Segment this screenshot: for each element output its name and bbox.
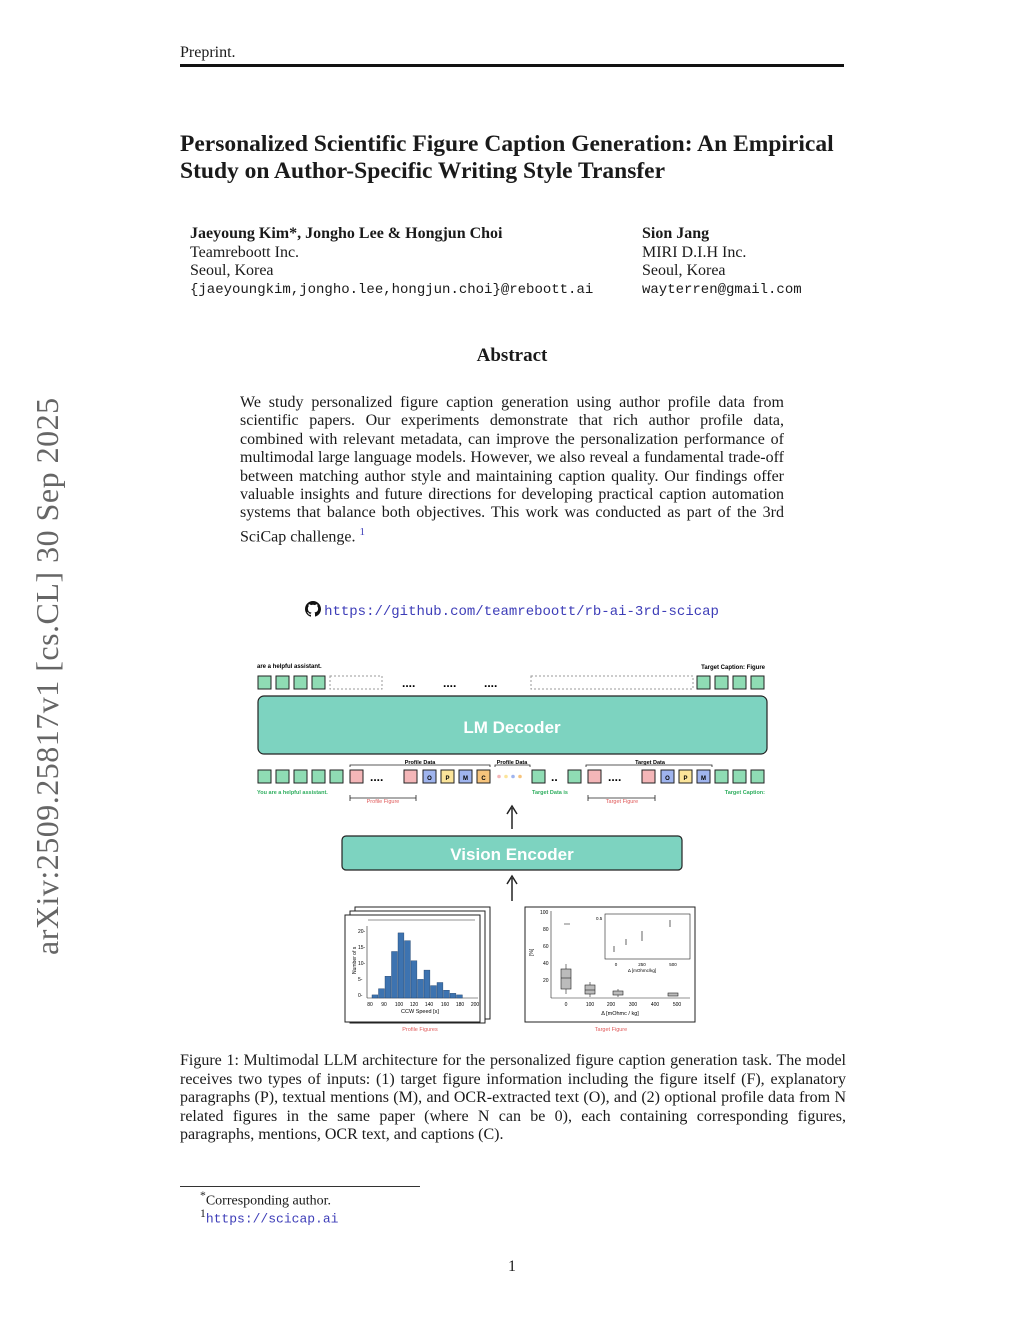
author-affiliation: MIRI D.I.H Inc. (642, 243, 747, 261)
profile-data-label: Profile Data (496, 760, 528, 766)
label-target-figure: Target Figure (605, 799, 639, 805)
abstract-heading: Abstract (476, 345, 548, 366)
boxplot-ytick: 60 (543, 944, 549, 950)
boxplot-box (668, 993, 678, 996)
boxplot-xtick: 500 (672, 1002, 682, 1008)
histogram-bar (437, 983, 443, 999)
boxplot-xtick: 400 (650, 1002, 660, 1008)
boxplot-ylabel: [%] (529, 948, 535, 956)
token-box (715, 770, 728, 783)
token-box (312, 676, 325, 689)
inset-xtick: 500 (669, 962, 677, 967)
token-box (751, 770, 764, 783)
ellipsis: .. (551, 770, 558, 784)
token-box (715, 676, 728, 689)
footnote-mark: 1 (200, 1207, 206, 1220)
abstract-footnote-mark[interactable]: 1 (359, 525, 366, 538)
token-box (294, 770, 307, 783)
token-box (532, 770, 545, 783)
histogram-bar (385, 976, 391, 998)
bottom-token-row (258, 770, 764, 784)
profile-data-label: Profile Data (404, 760, 436, 766)
token-box (588, 770, 601, 783)
ellipsis: .... (443, 676, 457, 690)
histogram-bar (450, 993, 456, 998)
histogram-bar (444, 990, 450, 998)
token-c-label: C (481, 776, 486, 782)
histogram-bar (372, 995, 378, 998)
histogram-bar (405, 941, 411, 998)
token-o-label: O (427, 776, 432, 782)
label-bottom-left: You are a helpful assistant. (257, 790, 328, 796)
inset-xtick: 0 (614, 962, 618, 967)
ellipsis: .... (608, 770, 622, 784)
histogram-ytick: 20- (358, 929, 366, 935)
boxplot-box (561, 969, 571, 989)
abstract-text: We study personalized figure caption generation using author profile data from scientific papers. Our experiments demonstrate that rich author profile data, combined with relevant metadata, can improve the personalization performance of multimodal large language models. However, we also reveal a fundamental trade-off between matching author style and maintaining caption quality. Our findings offer valuable insights and future directions for developing practical caption automation systems that balance both objectives. This work was conducted as part of the 3rd SciCap challenge. (240, 394, 784, 546)
histogram-ylabel: Number of s (352, 946, 358, 974)
token-p-label: P (445, 776, 450, 782)
arxiv-stamp: arXiv:2509.25817v1 [cs.CL] 30 Sep 2025 (29, 397, 65, 955)
author-location: Seoul, Korea (190, 262, 274, 279)
footnote-text: Corresponding author. (205, 1193, 332, 1209)
label-top-left: are a helpful assistant. (257, 664, 322, 670)
histogram-bar (379, 989, 385, 998)
ellipsis: .... (370, 770, 384, 784)
boxplot-xtick: 300 (628, 1002, 638, 1008)
author-email[interactable]: {jaeyoungkim,jongho.lee,hongjun.choi}@reboott.ai (190, 281, 594, 298)
histogram-xtick: 120 (409, 1002, 419, 1008)
token-box (330, 770, 343, 783)
header-label: Preprint. (180, 44, 236, 61)
histogram-xlabel: CCW Speed [s] (401, 1009, 439, 1015)
footnote-rule (180, 1186, 420, 1187)
histogram-bar (418, 979, 424, 998)
boxplot-box (585, 985, 595, 994)
inset-xtick: 250 (638, 962, 646, 967)
author-names: Sion Jang (642, 225, 710, 242)
token-p-label: P (683, 776, 688, 782)
token-box (733, 770, 746, 783)
histogram-xtick: 80 (367, 1002, 373, 1008)
token-group-dashed (330, 676, 382, 689)
dot (518, 775, 522, 779)
architecture-figure (250, 656, 775, 1041)
page-number: 1 (508, 1258, 516, 1275)
token-m-label: M (463, 776, 468, 782)
arrow-up-icon (507, 806, 517, 829)
boxplot-ytick: 40 (543, 961, 549, 967)
dot (511, 775, 515, 779)
label-target-data-is: Target Data is (532, 790, 568, 796)
histogram-bar (392, 952, 398, 999)
header-rule (180, 64, 844, 67)
token-box (276, 676, 289, 689)
arrow-up-icon (507, 876, 517, 901)
histogram-ytick: 10- (358, 961, 366, 967)
boxplot-ytick: 100 (540, 910, 549, 916)
boxplot-xtick: 200 (606, 1002, 616, 1008)
histogram-ytick: 0- (358, 993, 363, 999)
inset-ylabel: 0.5 (596, 916, 603, 921)
author-block-right (642, 225, 862, 299)
label-profile-figure: Profile Figure (366, 799, 400, 805)
target-figure-bottom-label: Target Figure (594, 1027, 628, 1033)
lm-decoder-label: LM Decoder (463, 718, 561, 737)
paper-title: Personalized Scientific Figure Caption Generation: An Empirical Study on Author-Specific Writing Style Transfer (180, 131, 834, 184)
profile-figures-label: Profile Figures (402, 1027, 438, 1033)
token-box (404, 770, 417, 783)
top-token-row (258, 676, 764, 690)
inset-frame (605, 914, 690, 959)
boxplot-ytick: 80 (543, 927, 549, 933)
figure-caption: Figure 1: Multimodal LLM architecture for the personalized figure caption generation task. The model receives two types of inputs: (1) target figure information including the figure itself (F), explanatory paragraphs (P), textual mentions (M), and OCR-extracted text (O), and (2) optional profile data from N related figures in the same paper (where N can be 0), each containing corresponding figures, paragraphs, mentions, OCR text, and captions (C). (180, 1052, 846, 1143)
dot (497, 775, 501, 779)
histogram-bar (398, 933, 404, 998)
footnote-url (200, 1207, 338, 1228)
data-brackets (350, 760, 712, 767)
abstract-body (240, 394, 784, 547)
token-box (312, 770, 325, 783)
histogram-bar (431, 986, 437, 998)
token-box (350, 770, 363, 783)
histogram-bar (457, 995, 463, 998)
vision-encoder-label: Vision Encoder (450, 845, 574, 864)
histogram-xtick: 200 (470, 1002, 480, 1008)
repo-link[interactable] (0, 601, 1024, 621)
footnote-link[interactable]: https://scicap.ai (205, 1211, 339, 1227)
token-box (258, 676, 271, 689)
boxplot-xtick: 100 (585, 1002, 595, 1008)
histogram-bar (411, 961, 417, 998)
footnote-mark: * (200, 1189, 206, 1202)
profile-figures-stack (345, 907, 490, 1033)
label-target-caption: Target Caption: (724, 790, 765, 796)
histogram-ytick: 5- (358, 977, 363, 983)
token-box (751, 676, 764, 689)
repo-url[interactable]: https://github.com/teamreboott/rb-ai-3rd-scicap (324, 604, 719, 620)
histogram-xtick: 180 (455, 1002, 465, 1008)
label-top-right: Target Caption: Figure (701, 665, 765, 671)
token-box (697, 676, 710, 689)
histogram-ytick: 15- (358, 945, 366, 951)
histogram-xtick: 160 (440, 1002, 450, 1008)
histogram-xtick: 140 (424, 1002, 434, 1008)
author-block-left (190, 225, 630, 299)
dot (504, 775, 508, 779)
histogram-xtick: 90 (381, 1002, 387, 1008)
boxplot-xlabel: Δ [mOhmc / kg] (601, 1011, 639, 1017)
token-box (294, 676, 307, 689)
token-box (258, 770, 271, 783)
token-m-label: M (701, 776, 706, 782)
inset-xlabel: Δ [mOhmc/kg] (627, 968, 657, 973)
boxplot-xtick: 0 (564, 1002, 568, 1008)
boxplot-ytick: 20 (543, 978, 549, 984)
token-group-dashed (531, 676, 693, 689)
histogram-bar (424, 970, 430, 998)
token-box (276, 770, 289, 783)
token-box (733, 676, 746, 689)
author-email[interactable]: wayterren@gmail.com (642, 281, 802, 298)
target-data-label: Target Data (635, 760, 665, 766)
author-location: Seoul, Korea (642, 262, 726, 279)
ellipsis: .... (484, 676, 498, 690)
author-affiliation: Teamreboott Inc. (190, 243, 300, 261)
author-names: Jaeyoung Kim*, Jongho Lee & Hongjun Choi (190, 225, 503, 242)
token-o-label: O (665, 776, 670, 782)
github-icon (305, 601, 321, 621)
token-box (642, 770, 655, 783)
target-figure-panel (525, 907, 695, 1033)
histogram-xtick: 100 (394, 1002, 404, 1008)
token-box (568, 770, 581, 783)
boxplot-box (613, 991, 623, 995)
ellipsis: .... (402, 676, 416, 690)
